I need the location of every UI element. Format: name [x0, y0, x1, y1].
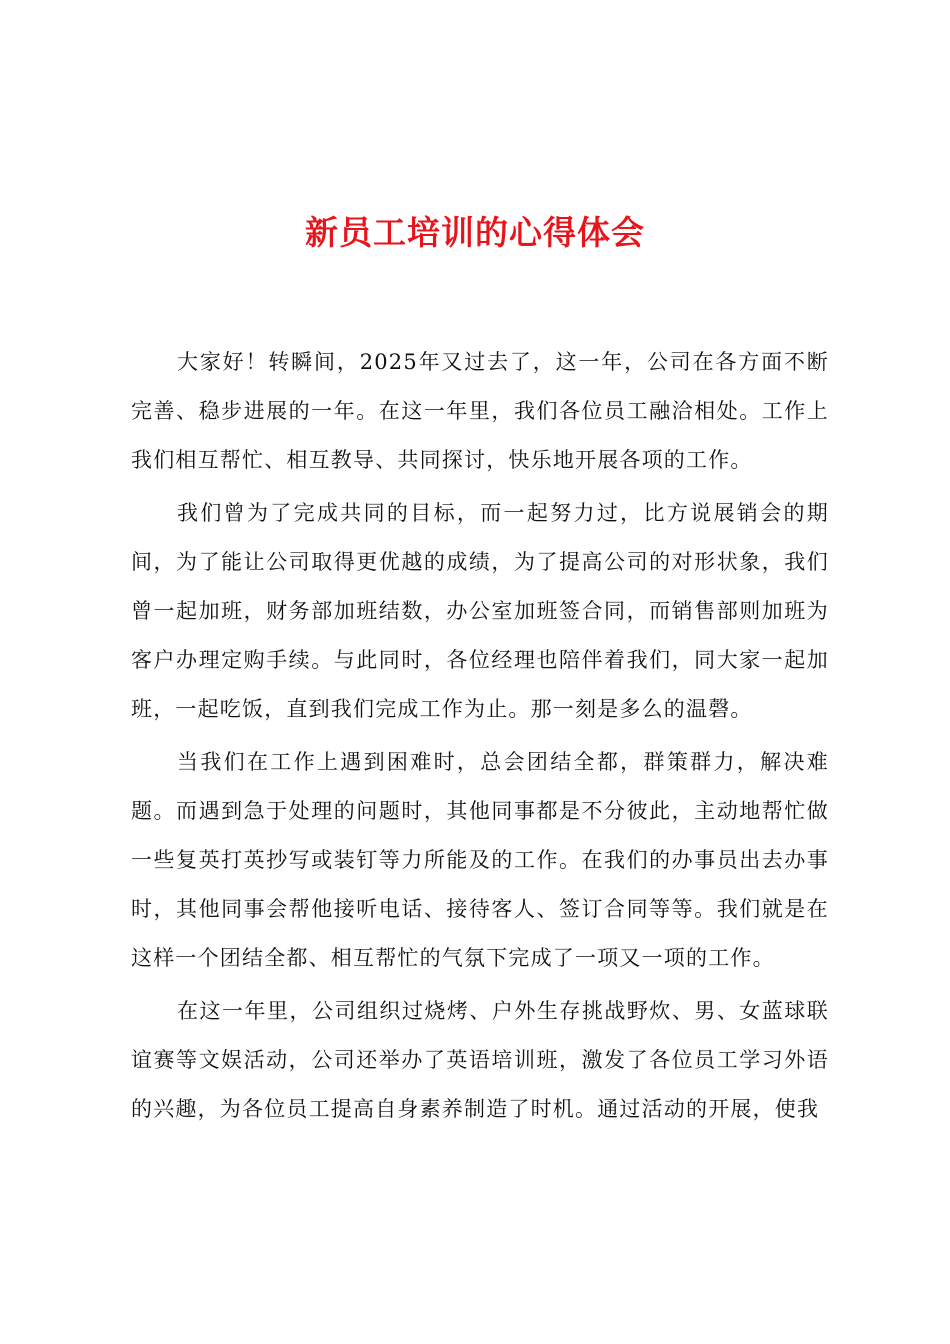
paragraph-4: 在这一年里，公司组织过烧烤、户外生存挑战野炊、男、女蓝球联谊赛等文娱活动，公司还举办了英语培训班，激发了各位员工学习外语的兴趣，为各位员工提高自身素养制造了时机。通过活动的开展，使我: [131, 999, 829, 1121]
document-title: 新员工培训的心得体会: [305, 213, 645, 252]
paragraph-1: 大家好！转瞬间，2025年又过去了，这一年，公司在各方面不断完善、稳步进展的一年。在这一年里，我们各位员工融洽相处。工作上我们相互帮忙、相互教导、共同探讨，快乐地开展各项的工作。: [131, 350, 829, 472]
paragraph-2: 我们曾为了完成共同的目标，而一起努力过，比方说展销会的期间，为了能让公司取得更优越的成绩，为了提高公司的对形状象，我们曾一起加班，财务部加班结数，办公室加班签合同，而销售部则加班为客户办理定购手续。与此同时，各位经理也陪伴着我们，同大家一起加班，一起吃饭，直到我们完成工作为止。那一刻是多么的温磬。: [131, 501, 829, 721]
document-body: [131, 338, 829, 1138]
paragraph-3: 当我们在工作上遇到困难时，总会团结全都，群策群力，解决难题。而遇到急于处理的问题时，其他同事都是不分彼此，主动地帮忙做一些复英打英抄写或装钉等力所能及的工作。在我们的办事员出去办事时，其他同事会帮他接听电话、接待客人、签订合同等等。我们就是在这样一个团结全都、相互帮忙的气氛下完成了一项又一项的工作。: [131, 750, 829, 970]
